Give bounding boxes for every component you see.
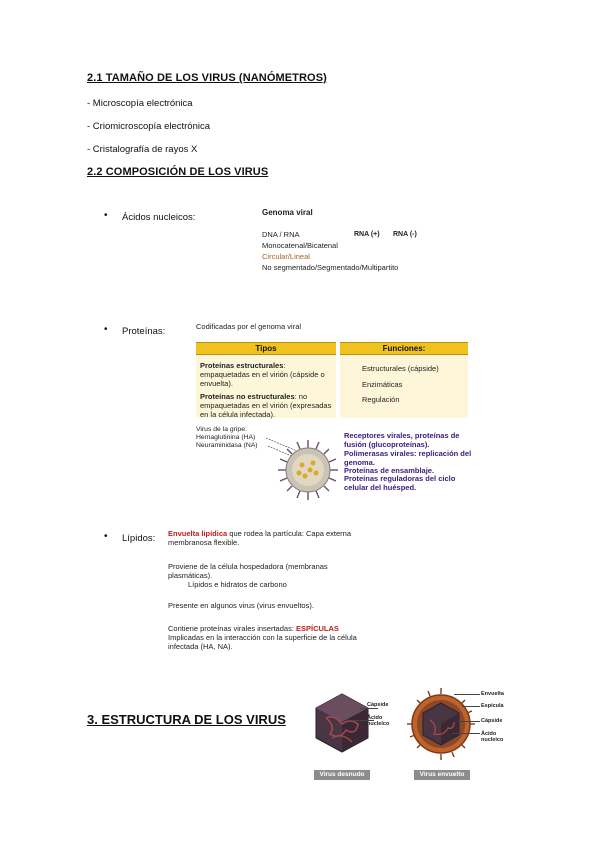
enveloped-virus-icon — [406, 686, 476, 762]
funciones-header: Funciones: — [340, 342, 468, 355]
tipo-no-estructural-bold: Proteínas no estructurales — [200, 392, 295, 401]
list-item: - Microscopía electrónica — [87, 98, 193, 109]
role-item: Proteínas reguladoras del ciclo celular del huésped. — [344, 474, 456, 492]
virus-desnudo-caption: Virus desnudo — [314, 770, 370, 780]
genoma-viral-image — [262, 208, 442, 278]
tipo-no-estructural — [196, 388, 336, 419]
genoma-line: No segmentado/Segmentado/Multipartito — [262, 263, 399, 272]
virus-desnudo-figure — [312, 690, 408, 780]
funcion-item: Enzimáticas — [362, 380, 403, 389]
tipos-header: Tipos — [196, 342, 336, 355]
lipidos-image — [168, 529, 364, 657]
genoma-heading: Genoma viral — [262, 208, 313, 217]
virus-envuelto-caption: Virus envuelto — [414, 770, 470, 780]
capside-label: Cápside — [481, 718, 503, 724]
rna-negative-label: RNA (-) — [393, 231, 417, 238]
bullet-icon: • — [104, 531, 108, 542]
lipidos-p4-rest: Implicadas en la interacción con la superficie de la célula infectada (HA, NA). — [168, 633, 357, 651]
role-item: Proteínas de ensamblaje. — [344, 466, 435, 475]
acido-nucleico-label: Ácido nucleico — [367, 715, 390, 727]
list-item: - Criomicroscopía electrónica — [87, 121, 211, 132]
proteinas-heading: Codificadas por el genoma viral — [196, 322, 302, 331]
acidos-label: Ácidos nucleicos: — [122, 212, 196, 223]
tipo-no-estructural-text: : no empaquetadas en el virión (expresadas en la célula infectada). — [200, 392, 332, 419]
espiculas-text: ESPÍCULAS — [296, 624, 339, 633]
section-2-1-title: 2.1 TAMAÑO DE LOS VIRUS (NANÓMETROS) — [87, 72, 327, 84]
list-item: - Cristalografía de rayos X — [87, 144, 198, 155]
role-item: Polimerasas virales: replicación del genoma. — [344, 449, 472, 467]
tipo-estructural-bold: Proteínas estructurales — [200, 361, 284, 370]
lipidos-p2-sub: Lípidos e hidratos de carbono — [188, 580, 287, 589]
bullet-icon: • — [104, 324, 108, 335]
funcion-item: Estructurales (cápside) — [362, 364, 439, 373]
lipidos-p2: Proviene de la célula hospedadora (membranas plasmáticas). — [168, 562, 328, 580]
funciones-box — [340, 342, 468, 418]
espicula-label: Espícula — [481, 703, 504, 709]
naked-virus-icon — [312, 690, 372, 756]
lipidos-label: Lípidos: — [122, 533, 156, 544]
lipidos-p3: Presente en algunos virus (virus envueltos). — [168, 601, 314, 610]
na-label: Neuraminidasa (NA) — [196, 442, 258, 449]
ha-label: Hemaglutinina (HA) — [196, 434, 256, 441]
envuelta-label: Envuelta — [481, 691, 504, 697]
rna-positive-label: RNA (+) — [354, 231, 380, 238]
lipidos-p1 — [168, 529, 364, 547]
bullet-icon: • — [104, 210, 108, 221]
lipidos-p4 — [168, 624, 364, 651]
tipo-estructural — [196, 355, 336, 388]
tipo-estructural-text: : empaquetadas en el virión (cápside o envuelta). — [200, 361, 325, 388]
lipidos-p1-text: que rodea la partícula: Capa externa membranosa flexible. — [168, 529, 352, 547]
proteinas-label: Proteínas: — [122, 326, 166, 337]
section-2-2-title: 2.2 COMPOSICIÓN DE LOS VIRUS — [87, 166, 269, 178]
genoma-line: Circular/Lineal — [262, 252, 310, 261]
lipidos-p4-start: Contiene proteínas virales insertadas: — [168, 624, 296, 633]
proteinas-image — [196, 320, 472, 502]
influenza-virus-icon — [196, 428, 342, 502]
section-3-title: 3. ESTRUCTURA DE LOS VIRUS — [87, 712, 286, 727]
role-item: Receptores virales, proteínas de fusión (glucoproteínas). — [344, 431, 460, 449]
genoma-line: DNA / RNA — [262, 230, 300, 239]
capside-label: Cápside — [367, 702, 389, 708]
envuelta-lipidica-text: Envuelta lipídica — [168, 529, 228, 538]
virus-envuelto-figure — [406, 686, 526, 780]
gripe-title: Virus de la gripe: — [196, 426, 247, 433]
funcion-item: Regulación — [362, 395, 400, 404]
tipos-box — [196, 342, 336, 418]
acido-nucleico-label: Ácido nucleico — [481, 731, 504, 743]
genoma-line: Monocatenal/Bicatenal — [262, 241, 338, 250]
